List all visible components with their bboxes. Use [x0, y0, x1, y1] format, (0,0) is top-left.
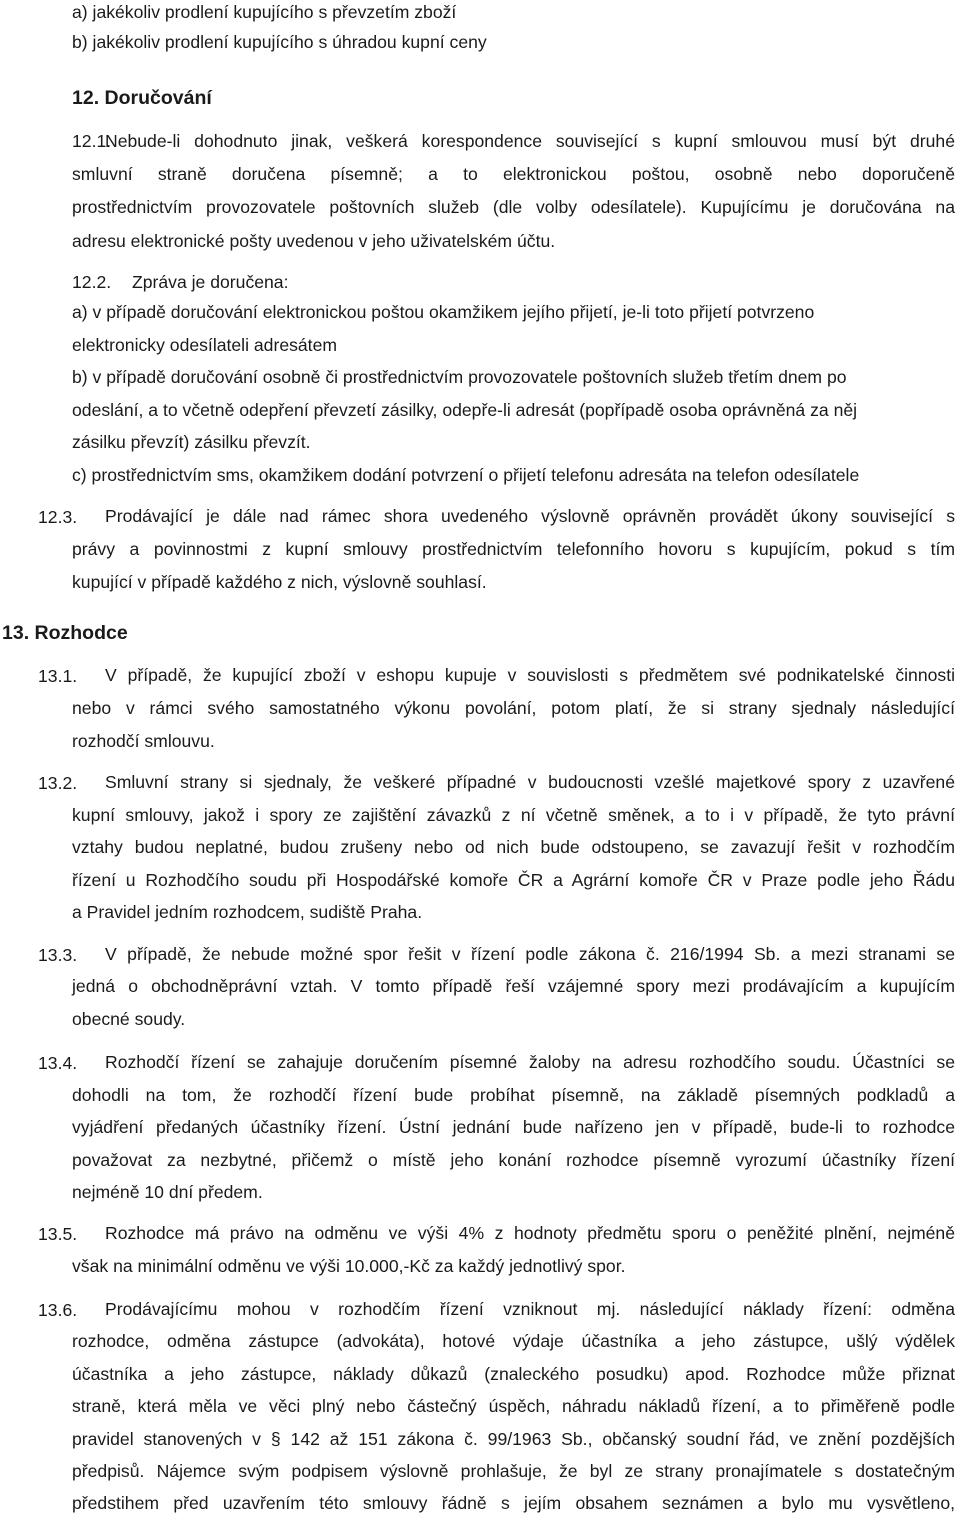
para-12-1-number: 12.1.	[72, 131, 112, 151]
para-line: předstihem před uzavřením této smlouvy řádně s jejím obsahem seznámen a bylo mu vysvětleno,	[72, 1493, 955, 1514]
para-line: rozhodčí smlouvu.	[72, 731, 215, 752]
para-13-2-text	[72, 766, 955, 929]
para-12-3-text	[72, 500, 955, 600]
para-line: Prodávající je dále nad rámec shora uvedeného výslovně oprávněn provádět úkony související s	[105, 506, 955, 526]
para-line: obecné soudy.	[72, 1008, 186, 1029]
para-line: právy a povinnostmi z kupní smlouvy prostřednictvím telefonního hovoru s kupujícím, pokud s tím	[72, 539, 955, 560]
para-line: nejméně 10 dní předem.	[72, 1182, 263, 1203]
para-line: rozhodce, odměna zástupce (advokáta), hotové výdaje účastníka a jeho zástupce, ušlý výdělek	[72, 1331, 955, 1352]
para-13-5-text	[72, 1217, 955, 1282]
para-13-1-text	[72, 659, 955, 759]
para-line: jedná o obchodněprávní vztah. V tomto případě řeší vzájemné spory mezi prodávajícím a kupujícím	[72, 976, 955, 997]
para-line: Rozhodčí řízení se zahajuje doručením písemné žaloby na adresu rozhodčího soudu. Účastníci se	[105, 1052, 955, 1072]
para-line: Prodávajícímu mohou v rozhodčím řízení vzniknout mj. následující náklady řízení: odměna	[105, 1299, 955, 1319]
para-line: straně, která měla ve věci plný nebo částečný úspěch, náhradu nákladů řízení, a to přiměřeně podle	[72, 1396, 955, 1417]
para-13-2-number: 13.2.	[38, 773, 78, 793]
para-line: vyjádření předaných účastníky řízení. Ústní jednání bude nařízeno jen v případě, bude-li to rozhodce	[72, 1117, 955, 1138]
para-13-3-number: 13.3.	[38, 945, 78, 965]
para-line: řízení u Rozhodčího soudu při Hospodářské komoře ČR a Agrární komoře ČR v Praze podle jeho Řádu	[72, 869, 955, 890]
para-12-2-number: 12.2.	[72, 272, 112, 292]
para-13-6-number: 13.6.	[38, 1300, 78, 1320]
para-line: Rozhodce má právo na odměnu ve výši 4% z hodnoty předmětu sporu o peněžité plnění, nejméně	[105, 1223, 955, 1243]
para-line: elektronicky odesílateli adresátem	[72, 334, 338, 355]
para-line: kupní smlouvy, jakož i spory ze zajištění závazků z ní včetně směnek, a to i v případě, že tyto právní	[72, 804, 955, 825]
para-line: považovat za nezbytné, přičemž o místě jeho konání rozhodce písemně vyrozumí účastníky řízení	[72, 1149, 955, 1170]
para-line: a) v případě doručování elektronickou poštou okamžikem jejího přijetí, je-li toto přijetí potvrzeno	[72, 302, 815, 322]
para-12-1-text	[72, 125, 955, 258]
para-line: c) prostřednictvím sms, okamžikem dodání potvrzení o přijetí telefonu adresáta na telefon odesílatele	[72, 464, 860, 485]
para-line: b) v případě doručování osobně či prostřednictvím provozovatele poštovních služeb třetím dnem po	[72, 367, 847, 387]
para-13-5-number: 13.5.	[38, 1224, 78, 1244]
para-line: V případě, že nebude možné spor řešit v řízení podle zákona č. 216/1994 Sb. a mezi stranami se	[105, 944, 955, 964]
para-line: účastníka a jeho zástupce, náklady důkazů (znaleckého posudku) apod. Rozhodce může přiznat	[72, 1363, 955, 1384]
para-line: adresu elektronické pošty uvedenou v jeho uživatelském účtu.	[72, 230, 556, 251]
para-12-2-lead: Zpráva je doručena:	[132, 272, 289, 292]
para-13-4-text	[72, 1046, 955, 1209]
para-line: Smluvní strany si sjednaly, že veškeré případné v budoucnosti vzešlé majetkové spory z uzavřené	[105, 772, 955, 792]
para-13-3-text	[72, 938, 955, 1035]
intro-item-b: b) jakékoliv prodlení kupujícího s úhradou kupní ceny	[72, 32, 487, 52]
section-13-heading: 13. Rozhodce	[2, 622, 128, 644]
para-line: dohodli na tom, že rozhodčí řízení bude probíhat písemně, na základě písemných podkladů a	[72, 1084, 955, 1105]
para-line: vztahy budou neplatné, budou zrušeny nebo od nich bude odstoupeno, se zavazují řešit v rozhodčím	[72, 837, 955, 858]
intro-item-a: a) jakékoliv prodlení kupujícího s převzetím zboží	[72, 2, 457, 22]
para-line: zásilku převzít) zásilku převzít.	[72, 432, 311, 452]
para-line: V případě, že kupující zboží v eshopu kupuje v souvislosti s předmětem své podnikatelské činnosti	[105, 665, 955, 685]
para-line: a Pravidel jedním rozhodcem, sudiště Praha.	[72, 902, 423, 923]
section-12-heading: 12. Doručování	[72, 87, 212, 109]
para-line: pravidel stanovených v § 142 až 151 zákona č. 99/1963 Sb., občanský soudní řád, ve znění pozdějších	[72, 1428, 955, 1449]
para-line: smluvní straně doručena písemně; a to elektronickou poštou, osobně nebo doporučeně	[72, 164, 955, 185]
para-line: nebo v rámci svého samostatného výkonu povolání, potom platí, že si strany sjednaly následující	[72, 698, 955, 719]
para-line: však na minimální odměnu ve výši 10.000,-Kč za každý jednotlivý spor.	[72, 1255, 626, 1276]
para-13-4-number: 13.4.	[38, 1053, 78, 1073]
para-13-6-text	[72, 1293, 955, 1520]
para-line: odeslání, a to včetně odepření převzetí zásilky, odepře-li adresát (popřípadě osoba oprávněná za něj	[72, 399, 858, 420]
para-12-2-items	[72, 296, 955, 491]
para-line: kupující v případě každého z nich, výslovně souhlasí.	[72, 572, 487, 593]
para-13-1-number: 13.1.	[38, 666, 78, 686]
para-line: předpisů. Nájemce svým podpisem výslovně prohlašuje, že byl ze strany pronajímatele s dostatečným	[72, 1461, 955, 1482]
para-12-3-number: 12.3.	[38, 507, 78, 527]
para-line: Nebude-li dohodnuto jinak, veškerá korespondence související s kupní smlouvou musí být druhé	[105, 131, 955, 151]
para-line: prostřednictvím provozovatele poštovních služeb (dle volby odesílatele). Kupujícímu je doručována na	[72, 197, 955, 218]
